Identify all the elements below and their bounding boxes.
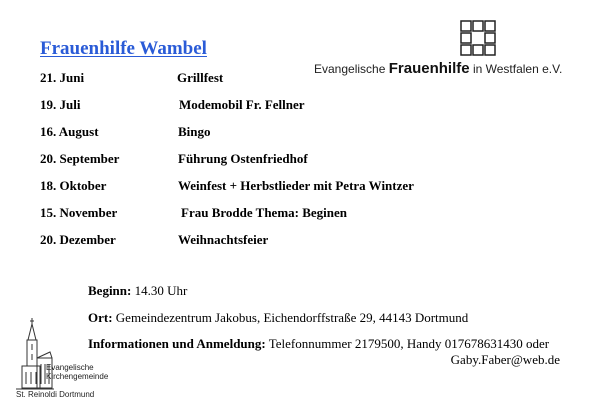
church-name	[46, 363, 108, 381]
frauenhilfe-grid-logo-icon	[460, 20, 496, 56]
contact-value: Telefonnummer 2179500, Handy 017678631430 oder	[268, 336, 550, 351]
event-date: 15. November	[40, 205, 118, 220]
place-label: Ort:	[88, 310, 113, 325]
event-date: 19. Juli	[40, 97, 81, 112]
contact-email: Gaby.Faber@web.de	[450, 352, 560, 367]
event-date: 18. Oktober	[40, 178, 107, 193]
contact-label: Informationen und Anmeldung:	[88, 336, 266, 351]
place-line	[88, 310, 468, 326]
event-date: 20. September	[40, 151, 120, 166]
church-name-line2: Kirchengemeinde	[46, 372, 109, 381]
place-value: Gemeindezentrum Jakobus, Eichendorffstraße 29, 44143 Dortmund	[115, 310, 469, 325]
event-name: Frau Brodde Thema: Beginen	[181, 205, 348, 220]
logo-suffix: in Westfalen e.V.	[472, 62, 563, 76]
contact-line	[88, 336, 549, 352]
page-title: Frauenhilfe Wambel	[40, 38, 207, 59]
event-name: Grillfest	[177, 70, 224, 85]
church-name-line1: Evangelische	[46, 363, 94, 372]
begin-label: Beginn:	[88, 283, 132, 298]
event-name: Bingo	[178, 124, 211, 139]
event-name: Führung Ostenfriedhof	[178, 151, 308, 166]
church-location: St. Reinoldi Dortmund	[16, 390, 95, 399]
logo-brand: Frauenhilfe	[388, 60, 470, 77]
begin-line	[88, 283, 187, 299]
logo-prefix: Evangelische	[314, 62, 386, 76]
event-date: 21. Juni	[40, 70, 85, 85]
organization-logo-text	[314, 60, 562, 77]
event-name: Weihnachtsfeier	[178, 232, 269, 247]
event-name: Weinfest + Herbstlieder mit Petra Wintzer	[178, 178, 414, 193]
begin-value: 14.30 Uhr	[134, 283, 188, 298]
event-date: 16. August	[40, 124, 99, 139]
event-date: 20. Dezember	[40, 232, 116, 247]
event-name: Modemobil Fr. Fellner	[179, 97, 305, 112]
